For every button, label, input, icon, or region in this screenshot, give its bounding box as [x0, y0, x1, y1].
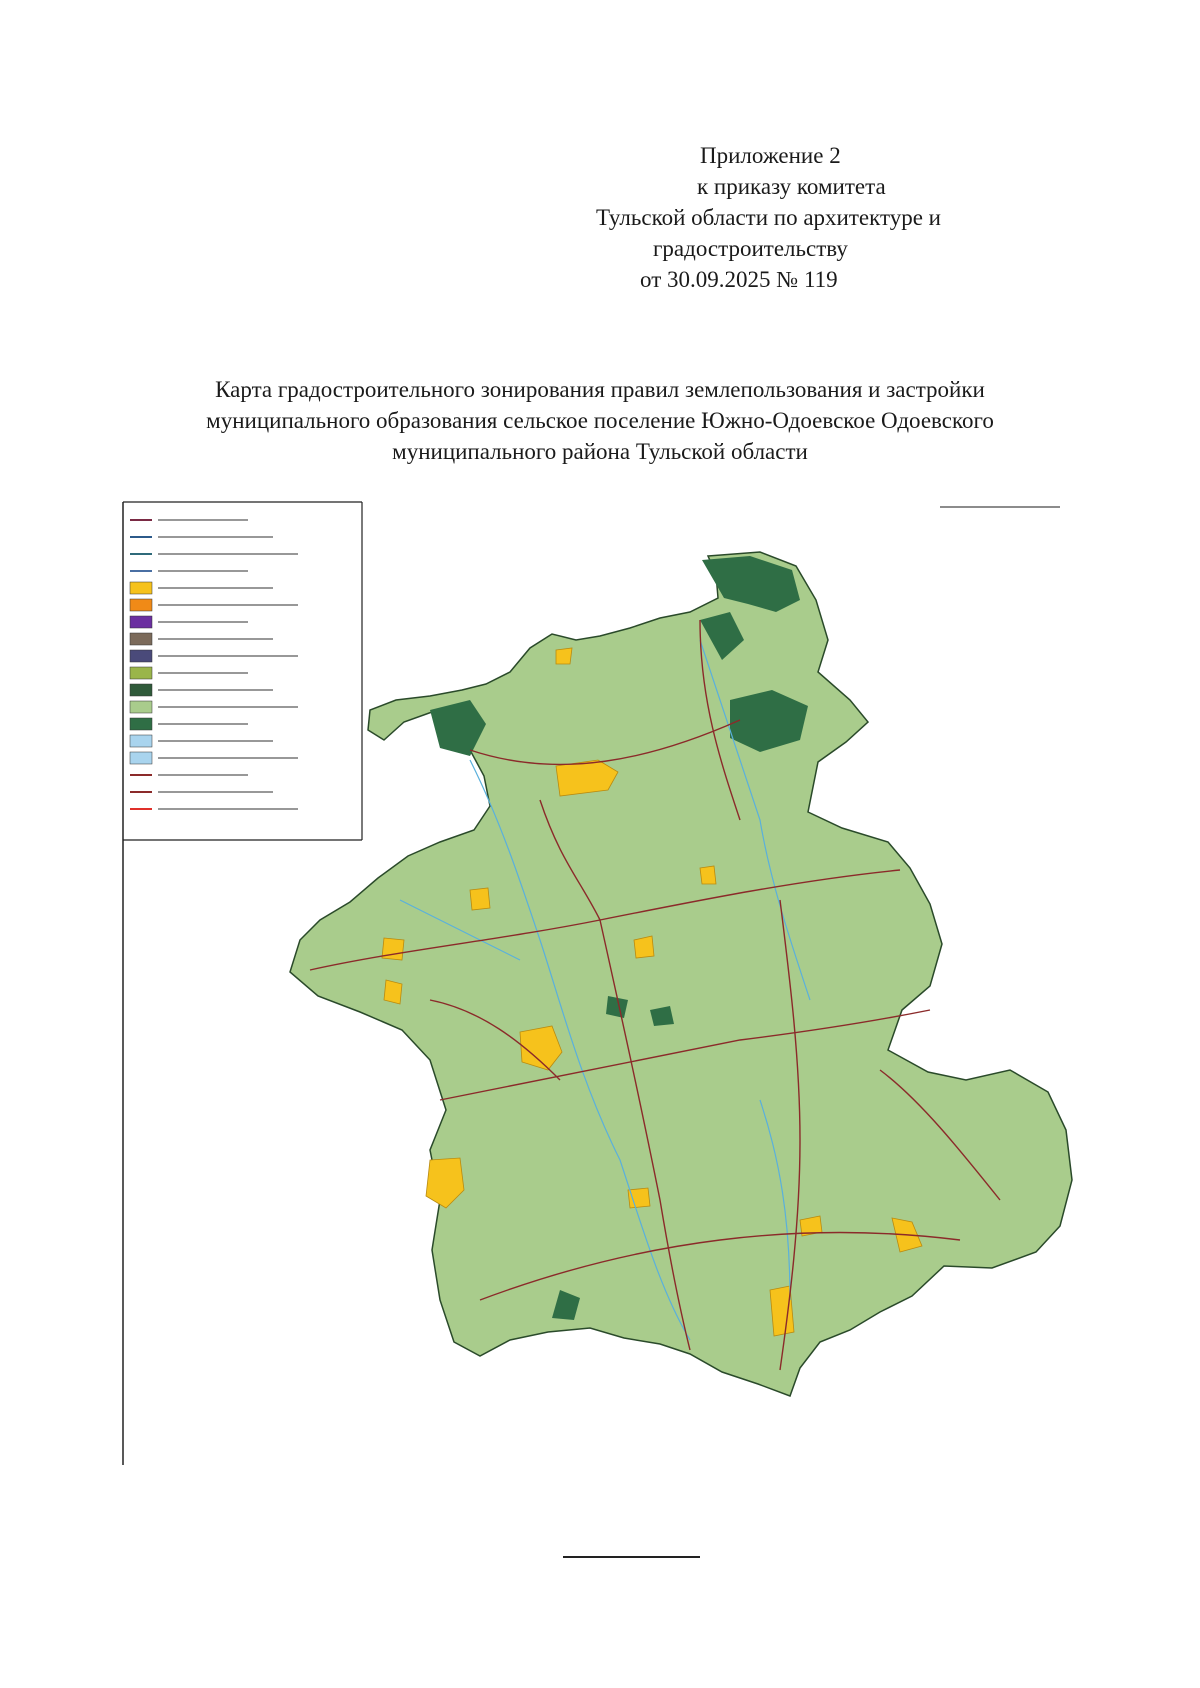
title-line-2: муниципального образования сельское поселение Южно-Одоевское Одоевского [206, 408, 994, 433]
legend-swatch-14 [130, 752, 152, 764]
legend-swatch-13 [130, 735, 152, 747]
title-line-3: муниципального района Тульской области [392, 439, 808, 464]
legend-swatch-12 [130, 718, 152, 730]
committee-name-cont: градостроительству [653, 236, 848, 261]
order-date-number: от 30.09.2025 № 119 [640, 267, 838, 292]
legend-swatch-4 [130, 582, 152, 594]
legend-swatch-10 [130, 684, 152, 696]
territory-agricultural [290, 552, 1072, 1396]
legend-swatch-8 [130, 650, 152, 662]
title-line-1: Карта градостроительного зонирования правил землепользования и застройки [215, 377, 985, 402]
legend-swatch-7 [130, 633, 152, 645]
legend-swatch-5 [130, 599, 152, 611]
legend-swatch-11 [130, 701, 152, 713]
order-reference: к приказу комитета [697, 174, 886, 199]
bottom-rule [563, 1556, 700, 1558]
appendix-number: Приложение 2 [700, 143, 841, 168]
legend-panel [130, 520, 298, 809]
legend-swatch-6 [130, 616, 152, 628]
committee-name: Тульской области по архитектуре и [596, 205, 941, 230]
legend-swatch-9 [130, 667, 152, 679]
